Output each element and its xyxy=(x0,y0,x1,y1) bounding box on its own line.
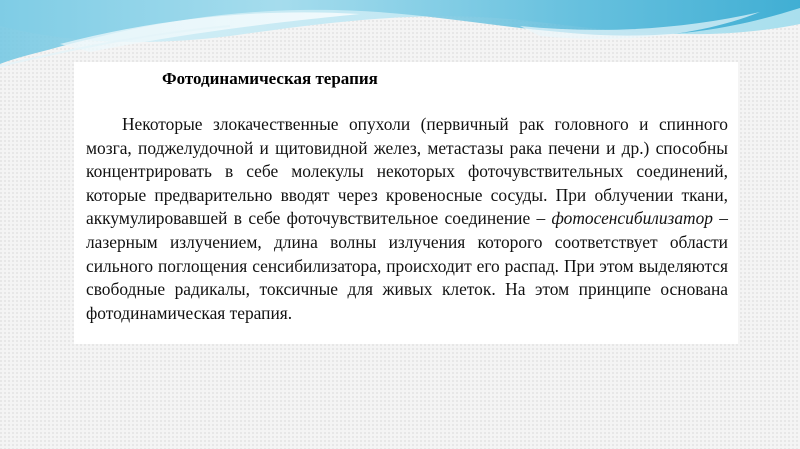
text-panel xyxy=(74,62,738,344)
panel-title: Фотодинамическая терапия xyxy=(162,69,378,88)
paragraph-emphasis-term: фотосенсибилизатор xyxy=(551,208,713,229)
panel-body-paragraph xyxy=(86,113,728,325)
paragraph-part-1: Некоторые злокачественные опухоли (первичный рак головного и спинного мозга, поджелудочной и щитовидной желез, метастазы рака печени и др.) способны концентрировать в себе молекулы некоторых фоточувствительных соединений, которые предварительно вводят через кровеносные сосуды. При облучении ткани, аккумулировавшей в себе фоточувствительное соединение – xyxy=(86,114,728,229)
paragraph-part-2: – лазерным излучением, длина волны излучения которого соответствует области сильного поглощения сенсибилизатора, происходит его распад. При этом выделяются свободные радикалы, токсичные для живых клеток. На этом принципе основана фотодинамическая терапия. xyxy=(86,208,728,323)
